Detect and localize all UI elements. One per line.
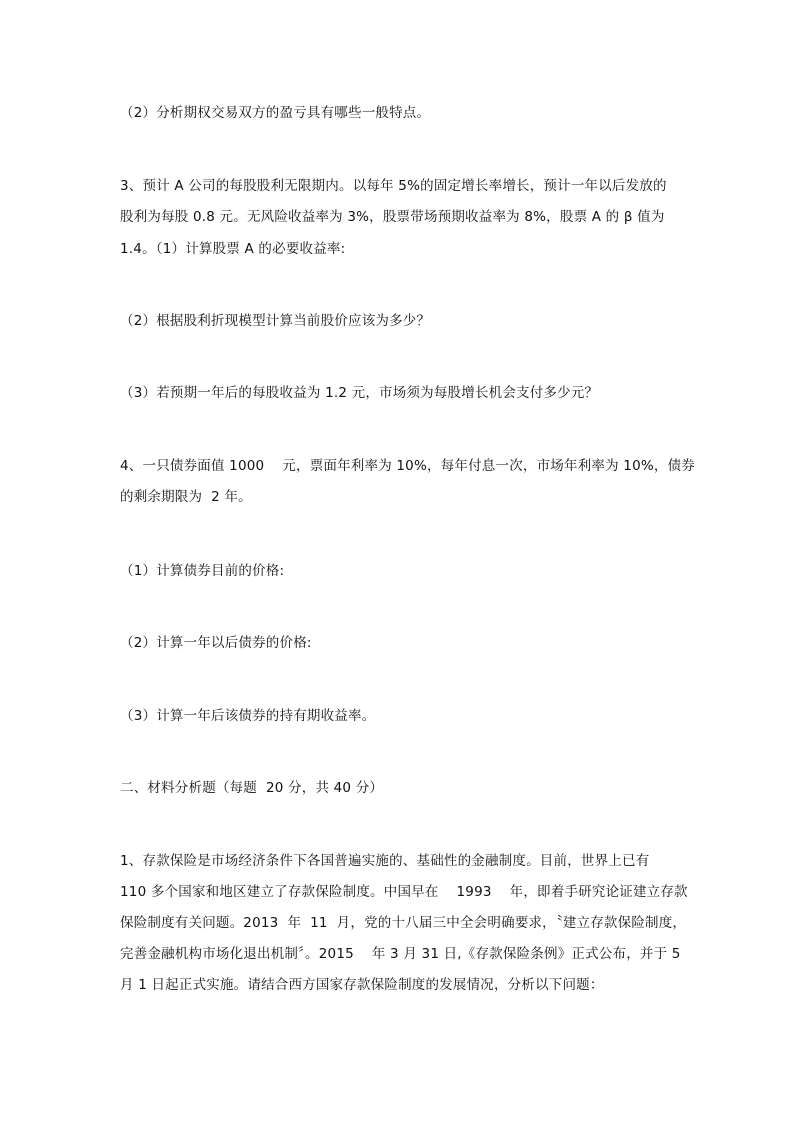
q4-line2: 的剩余期限为 2 年。 bbox=[120, 489, 252, 505]
q2-part2-text: （2）分析期权交易双方的盈亏具有哪些一般特点。 bbox=[120, 105, 431, 121]
q3-part2-text: （2）根据股利折现模型计算当前股价应该为多少？ bbox=[120, 313, 431, 329]
q3-line2: 股利为每股 0.8 元。无风险收益率为 3%，股票带场预期收益率为 8%，股票 A 的 β 值为 bbox=[120, 209, 665, 225]
section2-q1-line2: 110 多个国家和地区建立了存款保险制度。中国早在 1993 年，即着手研究论证建立存款 bbox=[120, 884, 688, 900]
q3-line3: 1.4。（1）计算股票 A 的必要收益率: bbox=[120, 241, 346, 257]
q4-part1-text: （1）计算债券目前的价格: bbox=[120, 563, 285, 579]
q3-line1: 3、预计 A 公司的每股股利无限期内。以每年 5%的固定增长率增长，预计一年以后发放的 bbox=[120, 178, 667, 194]
q4-part3-text: （3）计算一年后该债券的持有期收益率。 bbox=[120, 708, 376, 724]
q4-part2-text: （2）计算一年以后债券的价格: bbox=[120, 635, 312, 651]
q3-part3-text: （3）若预期一年后的每股收益为 1.2 元，市场须为每股增长机会支付多少元？ bbox=[120, 385, 599, 401]
q4-line1: 4、一只债券面值 1000 元，票面年利率为 10%，每年付息一次，市场年利率为 10%，债券 bbox=[120, 458, 695, 474]
section2-q1-line1: 1、存款保险是市场经济条件下各国普遍实施的、基础性的金融制度。目前，世界上已有 bbox=[120, 853, 650, 869]
section2-q1-line4: 完善金融机构市场化退出机制〞。2015 年 3 月 31 日,《存款保险条例》正式公布，并于 5 bbox=[120, 946, 681, 962]
section2-q1-line3: 保险制度有关问题。2013 年 11 月，党的十八届三中全会明确要求，〝建立存款保险制度， bbox=[120, 915, 687, 931]
section2-heading: 二、材料分析题（每题 20 分，共 40 分） bbox=[120, 780, 384, 796]
section2-q1-line5: 月 1 日起正式实施。请结合西方国家存款保险制度的发展情况，分析以下问题： bbox=[120, 977, 604, 993]
